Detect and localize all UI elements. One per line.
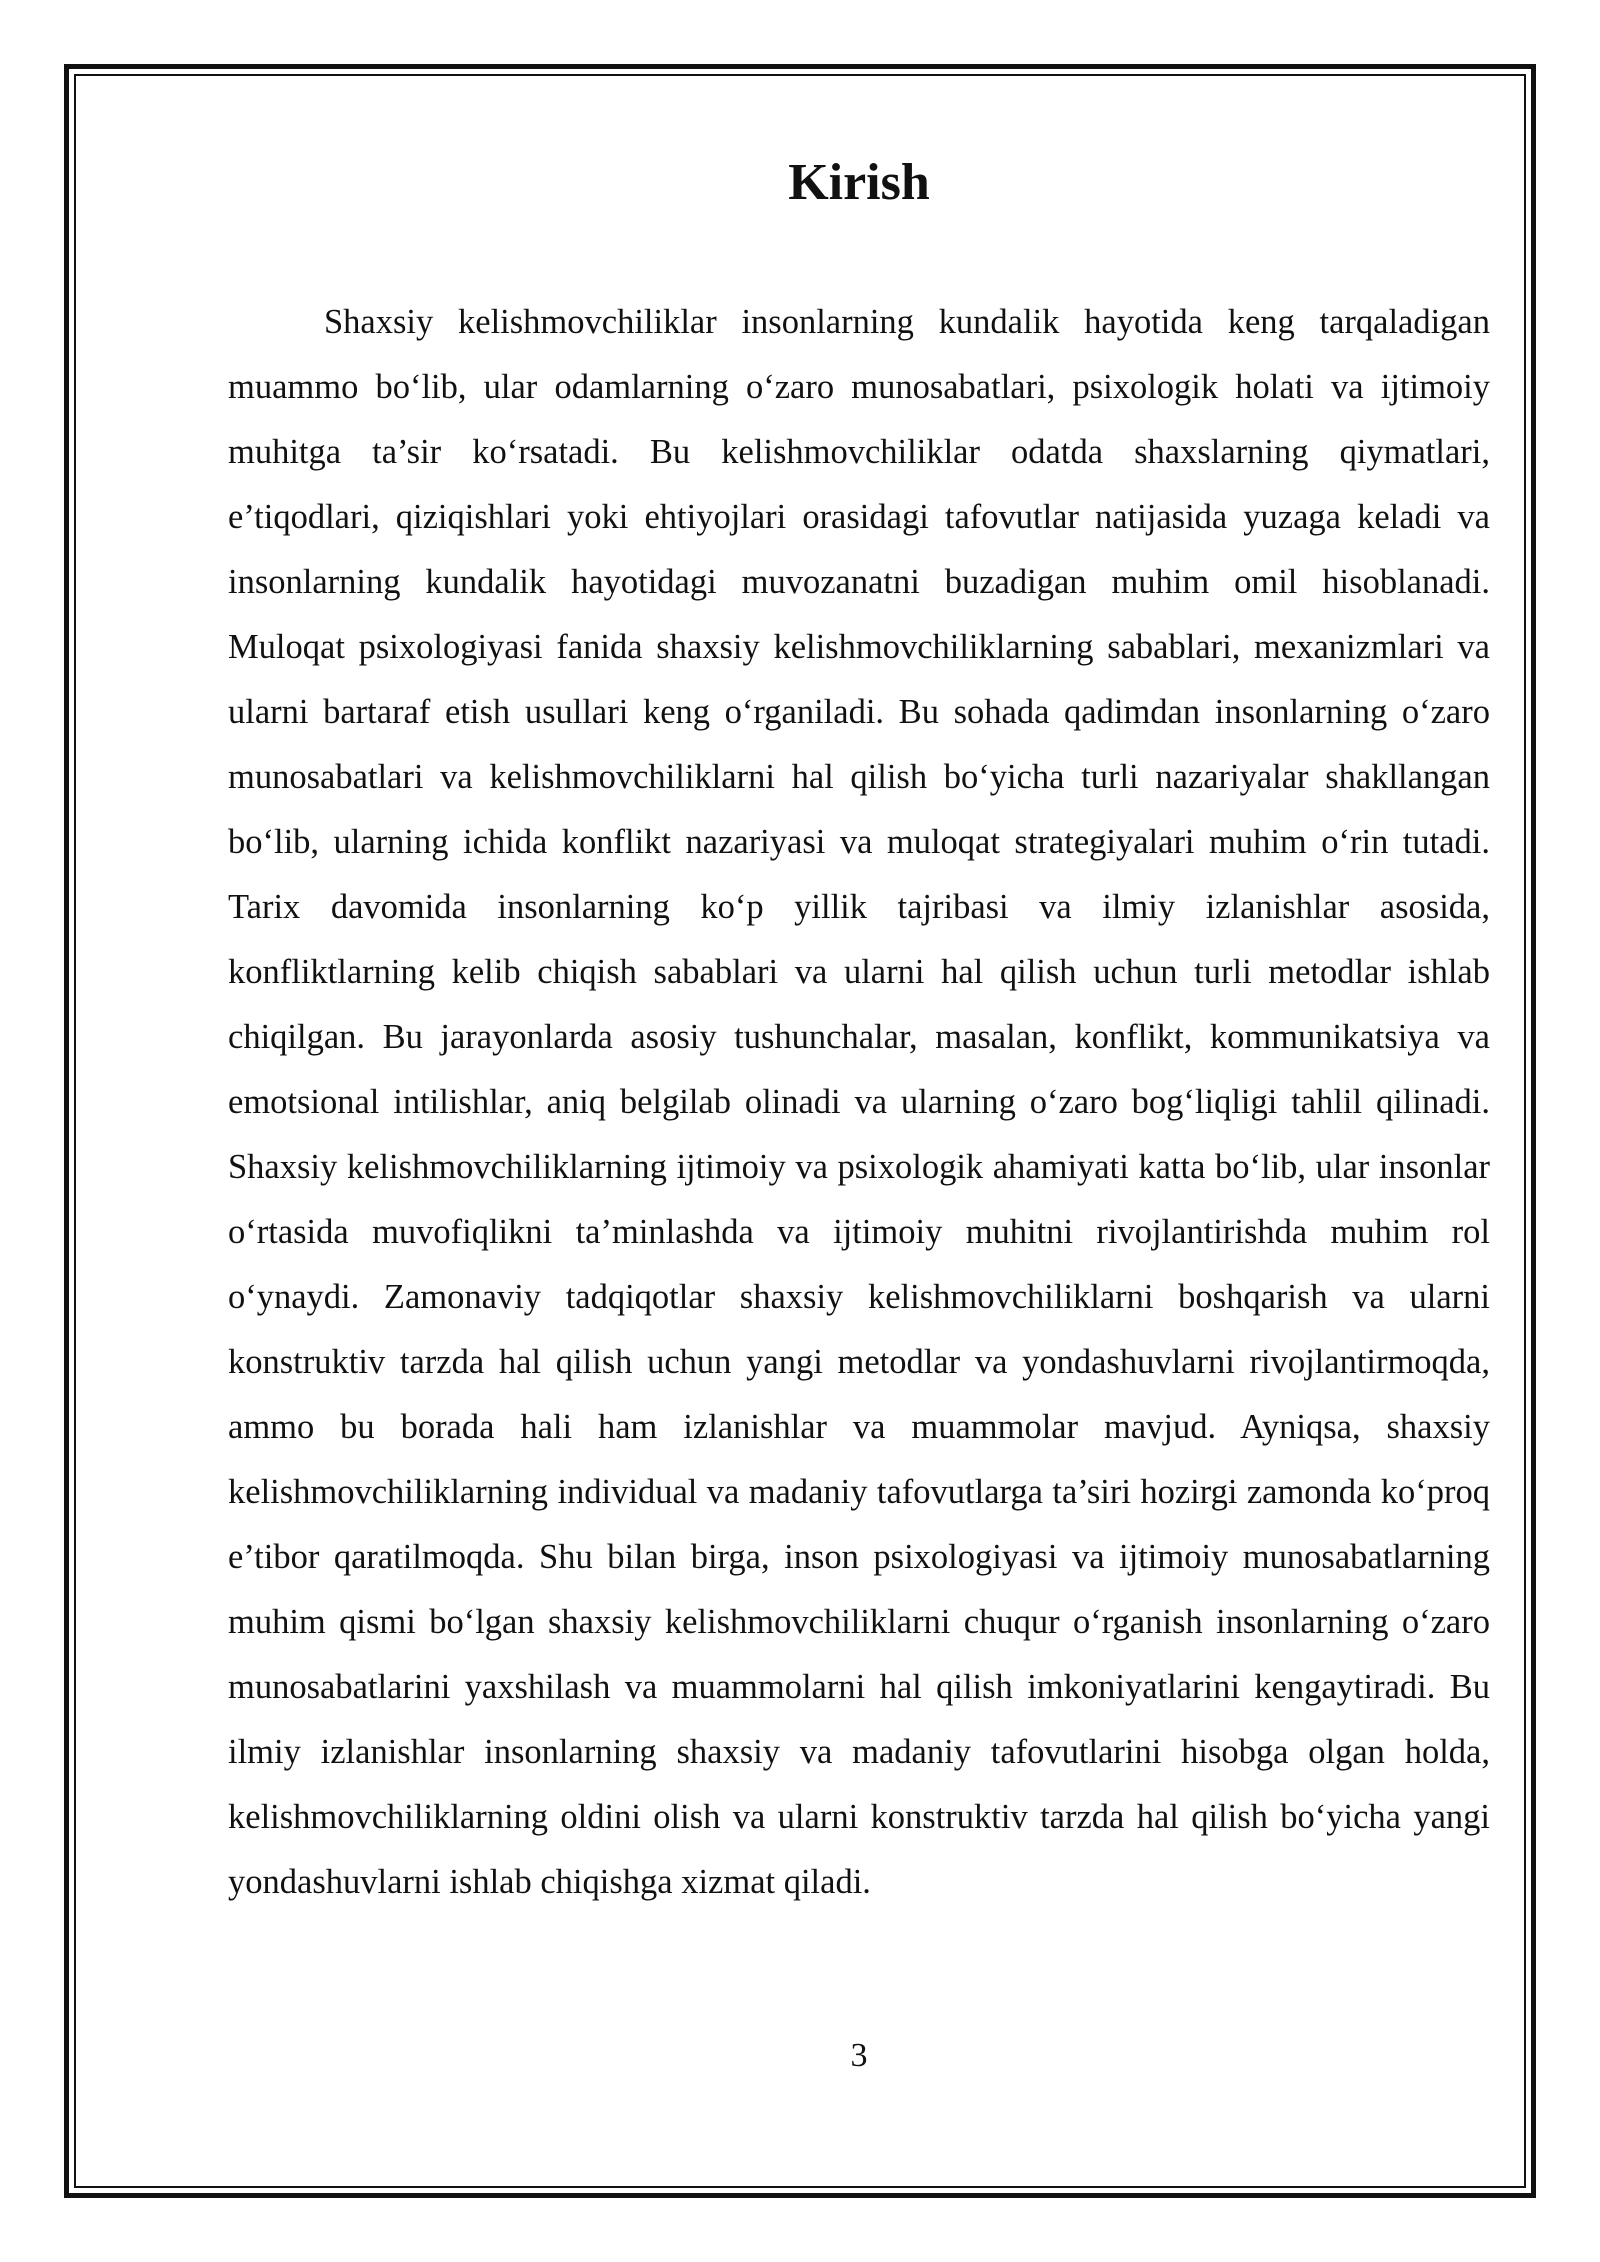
page-number: 3	[850, 2037, 868, 2074]
body-paragraph: Shaxsiy kelishmovchiliklar insonlarning kundalik hayotida keng tarqaladigan muammo bo‘lib, ular odamlarning o‘zaro munosabatlari, psixologik holati va ijtimoiy muhitga ta’sir ko‘rsatadi. Bu kelishmovchiliklar odatda shaxslarning qiymatlari, e’tiqodlari, qiziqishlari yoki ehtiyojlari orasidagi tafovutlar natijasida yuzaga keladi va insonlarning kundalik hayotidagi muvozanatni buzadigan muhim omil hisoblanadi. Muloqat psixologiyasi fanida shaxsiy kelishmovchiliklarning sabablari, mexanizmlari va ularni bartaraf etish usullari keng o‘rganiladi. Bu sohada qadimdan insonlarning o‘zaro munosabatlari va kelishmovchiliklarni hal qilish bo‘yicha turli nazariyalar shakllangan bo‘lib, ularning ichida konflikt nazariyasi va muloqat strategiyalari muhim o‘rin tutadi. Tarix davomida insonlarning ko‘p yillik tajribasi va ilmiy izlanishlar asosida, konfliktlarning kelib chiqish sabablari va ularni hal qilish uchun turli metodlar ishlab chiqilgan. Bu jarayonlarda asosiy tushunchalar, masalan, konflikt, kommunikatsiya va emotsional intilishlar, aniq belgilab olinadi va ularning o‘zaro bog‘liqligi tahlil qilinadi. Shaxsiy kelishmovchiliklarning ijtimoiy va psixologik ahamiyati katta bo‘lib, ular insonlar o‘rtasida muvofiqlikni ta’minlashda va ijtimoiy muhitni rivojlantirishda muhim rol o‘ynaydi. Zamonaviy tadqiqotlar shaxsiy kelishmovchiliklarni boshqarish va ularni konstruktiv tarzda hal qilish uchun yangi metodlar va yondashuvlarni rivojlantirmoqda, ammo bu borada hali ham izlanishlar va muammolar mavjud. Ayniqsa, shaxsiy kelishmovchiliklarning individual va madaniy tafovutlarga ta’siri hozirgi zamonda ko‘proq e’tibor qaratilmoqda. Shu bilan birga, inson psixologiyasi va ijtimoiy munosabatlarning muhim qismi bo‘lgan shaxsiy kelishmovchiliklarni chuqur o‘rganish insonlarning o‘zaro munosabatlarini yaxshilash va muammolarni hal qilish imkoniyatlarini kengaytiradi. Bu ilmiy izlanishlar insonlarning shaxsiy va madaniy tafovutlarini hisobga olgan holda, kelishmovchiliklarning oldini olish va ularni konstruktiv tarzda hal qilish bo‘yicha yangi yondashuvlarni ishlab chiqishga xizmat qiladi.	[228, 303, 1490, 1901]
page-title: Kirish	[788, 154, 930, 211]
